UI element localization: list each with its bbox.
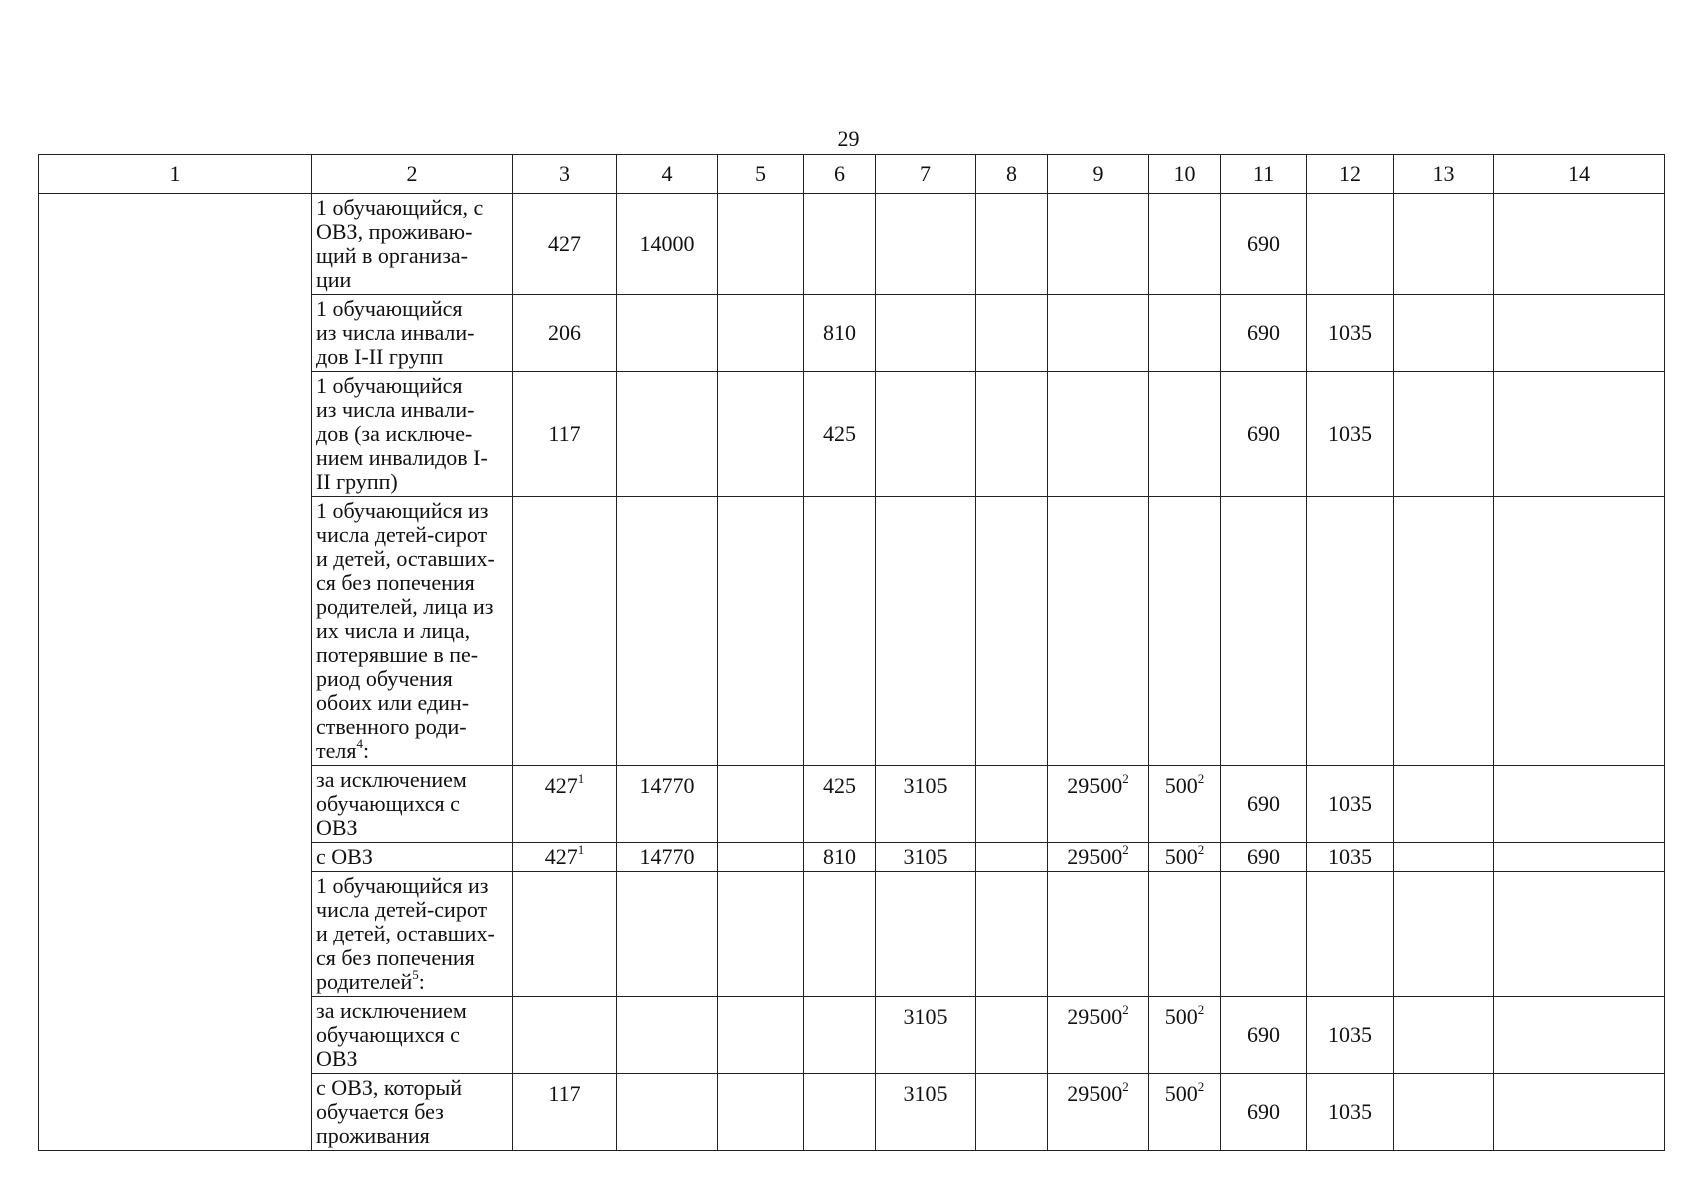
value-cell-col-13 [1394,497,1494,766]
value-cell-col-11 [1221,997,1307,1074]
description-line: обучается без [316,1099,444,1124]
description-line: числа детей-сирот [316,522,488,547]
value-cell-col-11 [1221,766,1307,843]
description-line: теля$^4$: [316,735,370,763]
cell-value: 427 [544,844,578,869]
value-cell-col-3 [513,766,617,843]
cell-value: 117 [548,421,581,446]
footnote-marker: 2 [1122,842,1129,857]
cell-value: 500 [1164,1004,1198,1029]
value-cell-col-5 [718,372,804,497]
cell-value: 810 [823,844,856,869]
description-line: с ОВЗ, который [316,1075,463,1100]
value-cell-col-14 [1494,843,1665,872]
cell-value: 810 [823,320,856,345]
value-cell-col-8 [976,997,1048,1074]
description-line: щий в организа- [316,243,468,268]
cell-value: 1035 [1328,844,1372,869]
row-description [312,497,513,766]
value-cell-col-14 [1494,295,1665,372]
description-line: числа детей-сирот [316,897,488,922]
value-cell-col-12 [1307,295,1394,372]
description-line: проживания [316,1123,430,1148]
cell-value: 1035 [1328,320,1372,345]
footnote-marker: 1 [577,770,585,786]
cell-value: 1035 [1328,1099,1372,1124]
description-line: обоих или един- [316,690,470,715]
value-cell-col-7 [876,872,976,997]
value-cell-col-3 [513,497,617,766]
value-cell-col-3 [513,372,617,497]
value-cell-col-13 [1394,372,1494,497]
cell-value: 690 [1247,1022,1280,1047]
value-cell-col-11 [1221,843,1307,872]
column-number-1: 1 [39,155,312,194]
column-number-9: 9 [1048,155,1149,194]
value-cell-col-14 [1494,872,1665,997]
value-cell-col-5 [718,872,804,997]
value-cell-col-13 [1394,997,1494,1074]
cell-value: 3105 [903,1004,948,1029]
value-cell-col-14 [1494,194,1665,295]
value-cell-col-9 [1048,766,1149,843]
cell-value: 425 [823,773,856,798]
footnote-marker: 1 [577,842,585,857]
value-cell-col-13 [1394,766,1494,843]
value-cell-col-3 [513,997,617,1074]
value-cell-col-12 [1307,843,1394,872]
value-cell-col-7 [876,295,976,372]
description-tail: : [362,738,370,763]
cell-value: 29500 [1067,773,1123,798]
value-cell-col-3 [513,295,617,372]
cell-value: 1035 [1328,1022,1372,1047]
description-line: ственного роди- [316,714,467,739]
cell-value: 425 [823,421,856,446]
column-number-14: 14 [1494,155,1665,194]
cell-value: 427 [548,231,581,256]
description-line: ОВЗ [316,1046,358,1071]
value-cell-col-9 [1048,372,1149,497]
value-cell-col-5 [718,497,804,766]
column-number-3: 3 [513,155,617,194]
description-line: II групп) [316,469,398,494]
value-cell-col-9 [1048,497,1149,766]
value-cell-col-3 [513,872,617,997]
cell-value: 690 [1247,844,1280,869]
value-cell-col-12 [1307,872,1394,997]
description-line: потерявшие в пе- [316,642,479,667]
value-cell-col-6 [804,843,876,872]
cell-value: 427 [544,773,578,798]
description-line: ся без попечения [316,945,475,970]
value-cell-col-4 [617,766,718,843]
value-cell-col-7 [876,497,976,766]
footnote-marker: 5 [412,966,419,982]
cell-value: 3105 [903,844,948,869]
value-cell-col-8 [976,372,1048,497]
value-cell-col-6 [804,295,876,372]
value-cell-col-13 [1394,194,1494,295]
description-line: с ОВЗ [316,844,373,869]
value-cell-col-4 [617,872,718,997]
value-cell-col-6 [804,872,876,997]
value-cell-col-7 [876,1074,976,1151]
description-line: 1 обучающийся [316,373,463,398]
table-row [39,194,1665,295]
footnote-marker: 2 [1197,1078,1205,1094]
value-cell-col-13 [1394,295,1494,372]
description-line: ОВЗ [316,815,358,840]
value-cell-col-9 [1048,295,1149,372]
value-cell-col-4 [617,372,718,497]
value-cell-col-10 [1149,295,1221,372]
description-line: из числа инвали- [316,320,475,345]
cell-value: 690 [1247,231,1280,256]
cell-value: 1035 [1328,791,1372,816]
value-cell-col-9 [1048,997,1149,1074]
value-cell-col-8 [976,1074,1048,1151]
table-body [39,194,1665,1151]
value-cell-col-3 [513,843,617,872]
cell-value: 14770 [639,773,695,798]
footnote-marker: 4 [356,735,363,751]
value-cell-col-10 [1149,872,1221,997]
value-cell-col-6 [804,372,876,497]
value-cell-col-13 [1394,1074,1494,1151]
value-cell-col-5 [718,295,804,372]
value-cell-col-6 [804,497,876,766]
description-line: риод обучения [316,666,453,691]
value-cell-col-7 [876,194,976,295]
cell-value: 690 [1247,421,1280,446]
value-cell-col-5 [718,766,804,843]
value-cell-col-4 [617,295,718,372]
footnote-marker: 2 [1122,1001,1129,1017]
value-cell-col-4 [617,194,718,295]
value-cell-col-8 [976,497,1048,766]
value-cell-col-9 [1048,194,1149,295]
value-cell-col-8 [976,843,1048,872]
description-line: ОВЗ, проживаю- [316,219,473,244]
value-cell-col-3 [513,194,617,295]
value-cell-col-14 [1494,497,1665,766]
value-cell-col-10 [1149,372,1221,497]
cell-value: 690 [1247,791,1280,816]
value-cell-col-8 [976,295,1048,372]
value-cell-col-14 [1494,997,1665,1074]
footnote-marker: 2 [1197,770,1205,786]
value-cell-col-4 [617,1074,718,1151]
description-line: и детей, оставших- [316,546,495,571]
cell-value: 3105 [903,773,948,798]
value-cell-col-7 [876,843,976,872]
description-tail: : [418,969,425,994]
value-cell-col-11 [1221,372,1307,497]
row-description [312,295,513,372]
value-cell-col-12 [1307,194,1394,295]
value-cell-col-9 [1048,1074,1149,1151]
value-cell-col-4 [617,843,718,872]
cell-value: 690 [1247,320,1280,345]
value-cell-col-14 [1494,372,1665,497]
value-cell-col-5 [718,843,804,872]
footnote-marker: 2 [1197,1001,1205,1017]
row-description [312,766,513,843]
column-number-6: 6 [804,155,876,194]
column-number-5: 5 [718,155,804,194]
description-line: 1 обучающийся из [316,873,489,898]
value-cell-col-13 [1394,843,1494,872]
value-cell-col-7 [876,372,976,497]
value-cell-col-11 [1221,1074,1307,1151]
description-line: из числа инвали- [316,397,475,422]
cell-value: 29500 [1067,1004,1123,1029]
value-cell-col-8 [976,766,1048,843]
value-cell-col-8 [976,194,1048,295]
description-line: дов I-II групп [316,344,444,369]
cell-value: 29500 [1067,844,1123,869]
value-cell-col-12 [1307,372,1394,497]
description-line: за исключением [316,998,467,1023]
value-cell-col-10 [1149,497,1221,766]
description-line: родителей$^5$: [316,966,425,994]
column-number-12: 12 [1307,155,1394,194]
header-row [39,155,1665,194]
description-line: 1 обучающийся из [316,498,489,523]
page-number: 29 [837,126,860,151]
description-line: родителей, лица из [316,594,494,619]
value-cell-col-12 [1307,997,1394,1074]
column-number-8: 8 [976,155,1048,194]
cell-value: 500 [1164,844,1198,869]
row-description [312,872,513,997]
value-cell-col-4 [617,997,718,1074]
column-number-7: 7 [876,155,976,194]
row-description [312,194,513,295]
footnote-marker: 2 [1122,1078,1129,1094]
column-number-11: 11 [1221,155,1307,194]
column-number-13: 13 [1394,155,1494,194]
cell-value: 3105 [903,1081,948,1106]
footnote-marker: 2 [1197,842,1205,857]
description-line: их числа и лица, [316,618,471,643]
cell-value: 206 [548,320,581,345]
value-cell-col-10 [1149,766,1221,843]
column-number-4: 4 [617,155,718,194]
description-line: обучающихся с [316,791,460,816]
cell-value: 14000 [639,231,695,256]
row-description [312,1074,513,1151]
value-cell-col-5 [718,194,804,295]
value-cell-col-13 [1394,872,1494,997]
cell-value: 14770 [639,844,695,869]
row-description [312,843,513,872]
value-cell-col-9 [1048,872,1149,997]
value-cell-col-14 [1494,1074,1665,1151]
value-cell-col-4 [617,497,718,766]
column-number-2: 2 [312,155,513,194]
description-line: за исключением [316,767,467,792]
value-cell-col-10 [1149,843,1221,872]
value-cell-col-11 [1221,872,1307,997]
description-line: дов (за исключе- [316,421,473,446]
cell-value: 500 [1164,773,1198,798]
value-cell-col-6 [804,194,876,295]
value-cell-col-10 [1149,194,1221,295]
column-number-10: 10 [1149,155,1221,194]
value-cell-col-12 [1307,497,1394,766]
value-cell-col-6 [804,1074,876,1151]
description-line: 1 обучающийся, с [316,195,484,220]
value-cell-col-11 [1221,295,1307,372]
tariff-table [38,154,1665,1151]
table-header [39,155,1665,194]
value-cell-col-10 [1149,1074,1221,1151]
value-cell-col-12 [1307,766,1394,843]
row-description [312,372,513,497]
description-line: и детей, оставших- [316,921,495,946]
value-cell-col-6 [804,766,876,843]
description-line: обучающихся с [316,1022,460,1047]
cell-value: 29500 [1067,1081,1123,1106]
value-cell-col-3 [513,1074,617,1151]
value-cell-col-10 [1149,997,1221,1074]
description-line: нием инвалидов I- [316,445,488,470]
value-cell-col-5 [718,997,804,1074]
row-description [312,997,513,1074]
category-cell [39,194,312,1151]
value-cell-col-8 [976,872,1048,997]
value-cell-col-12 [1307,1074,1394,1151]
description-line: ся без попечения [316,570,475,595]
cell-value: 117 [548,1081,581,1106]
value-cell-col-11 [1221,497,1307,766]
value-cell-col-6 [804,997,876,1074]
description-line: 1 обучающийся [316,296,463,321]
cell-value: 500 [1164,1081,1198,1106]
value-cell-col-11 [1221,194,1307,295]
cell-value: 1035 [1328,421,1372,446]
value-cell-col-5 [718,1074,804,1151]
description-line: ции [316,267,352,292]
value-cell-col-9 [1048,843,1149,872]
footnote-marker: 2 [1122,770,1129,786]
value-cell-col-7 [876,766,976,843]
cell-value: 690 [1247,1099,1280,1124]
value-cell-col-14 [1494,766,1665,843]
value-cell-col-7 [876,997,976,1074]
